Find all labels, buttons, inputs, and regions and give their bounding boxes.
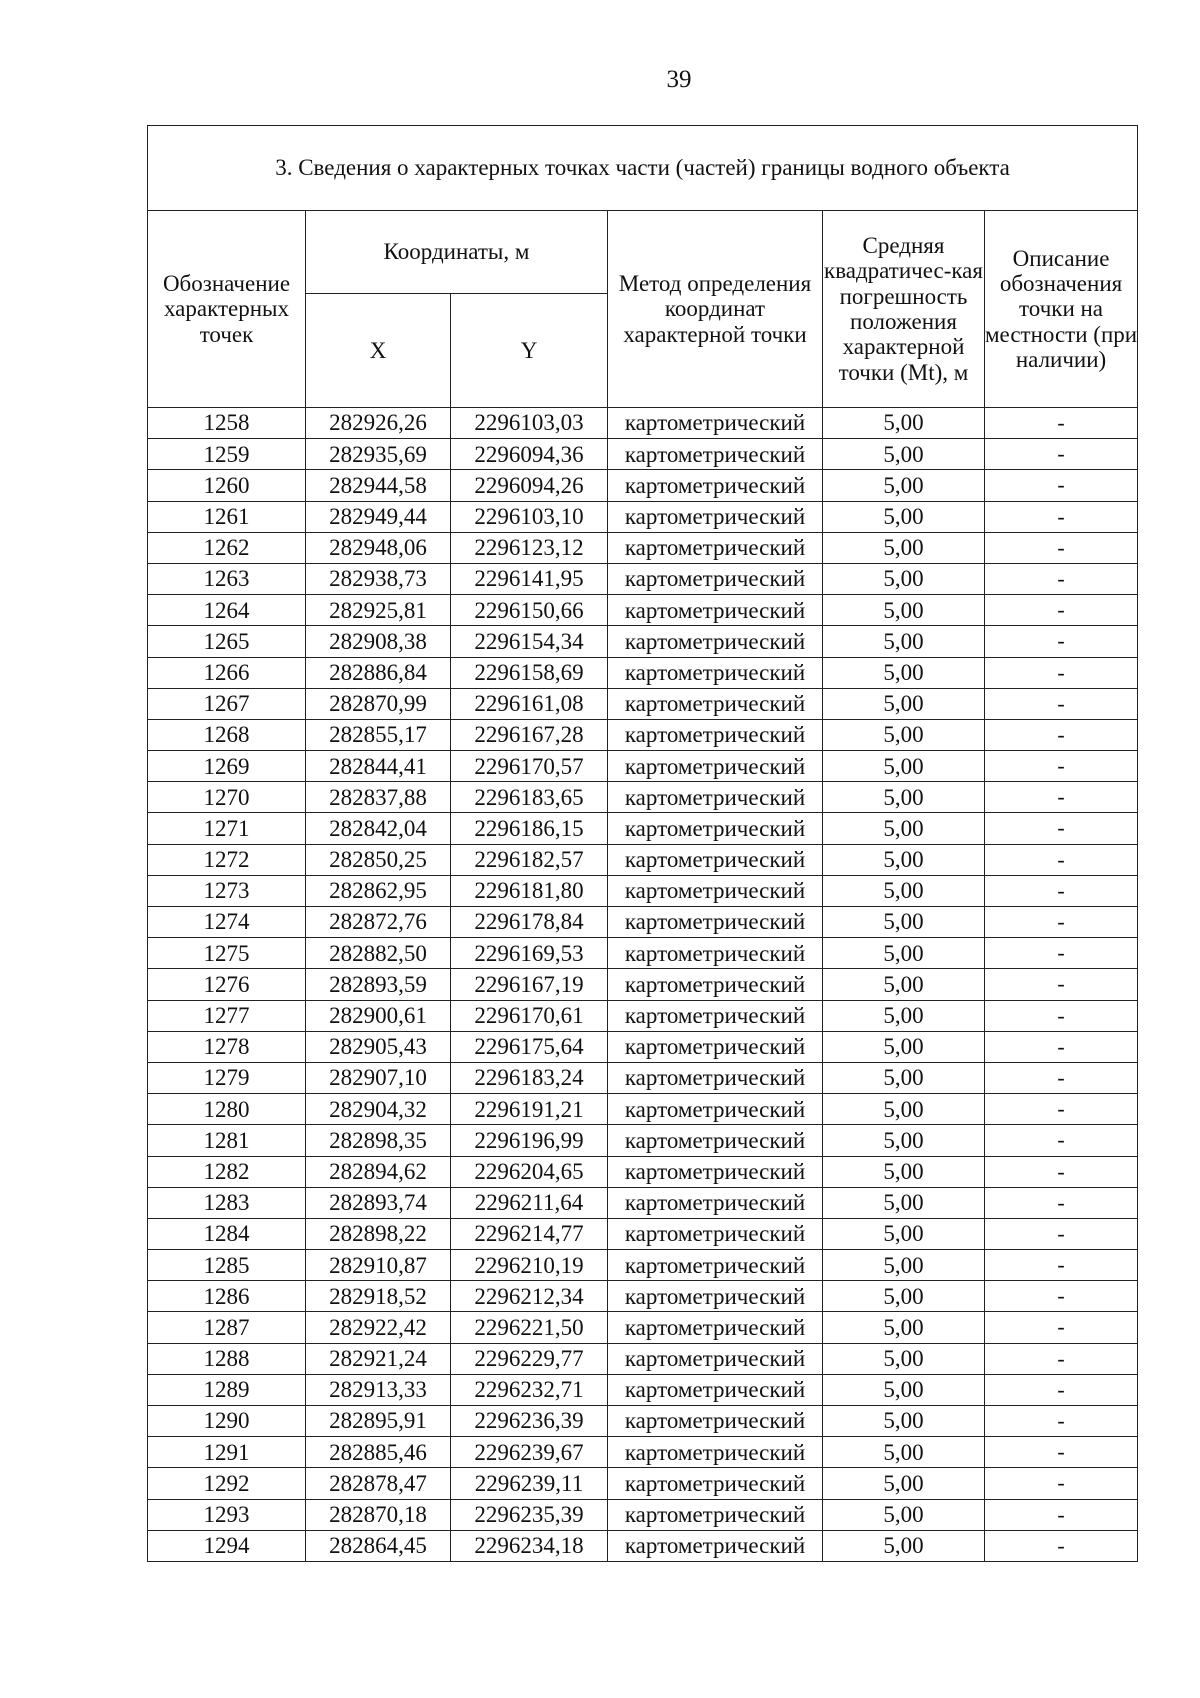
point-cell: 1265 — [148, 626, 306, 657]
table-row — [148, 969, 1138, 1000]
error-cell: 5,00 — [823, 907, 985, 938]
y-cell: 2296103,03 — [451, 408, 608, 439]
table-row — [148, 938, 1138, 969]
y-cell: 2296141,95 — [451, 563, 608, 594]
method-cell: картометрический — [608, 1312, 823, 1343]
error-cell: 5,00 — [823, 1281, 985, 1312]
y-cell: 2296191,21 — [451, 1094, 608, 1125]
y-cell: 2296170,57 — [451, 751, 608, 782]
y-cell: 2296167,19 — [451, 969, 608, 1000]
error-cell: 5,00 — [823, 501, 985, 532]
table-row — [148, 470, 1138, 501]
method-cell: картометрический — [608, 1468, 823, 1499]
method-cell: картометрический — [608, 626, 823, 657]
method-cell: картометрический — [608, 595, 823, 626]
method-cell: картометрический — [608, 1156, 823, 1187]
method-cell: картометрический — [608, 501, 823, 532]
error-cell: 5,00 — [823, 1062, 985, 1093]
description-cell: - — [985, 1343, 1138, 1374]
y-cell: 2296167,28 — [451, 719, 608, 750]
description-cell: - — [985, 1187, 1138, 1218]
y-cell: 2296234,18 — [451, 1530, 608, 1561]
x-cell: 282925,81 — [306, 595, 451, 626]
description-cell: - — [985, 1062, 1138, 1093]
table-row — [148, 1250, 1138, 1281]
x-cell: 282948,06 — [306, 532, 451, 563]
y-cell: 2296183,24 — [451, 1062, 608, 1093]
point-cell: 1282 — [148, 1156, 306, 1187]
table-row — [148, 782, 1138, 813]
method-cell: картометрический — [608, 657, 823, 688]
description-cell: - — [985, 1218, 1138, 1249]
point-cell: 1283 — [148, 1187, 306, 1218]
method-cell: картометрический — [608, 1218, 823, 1249]
x-cell: 282872,76 — [306, 907, 451, 938]
error-cell: 5,00 — [823, 1530, 985, 1561]
x-cell: 282842,04 — [306, 813, 451, 844]
x-cell: 282837,88 — [306, 782, 451, 813]
x-cell: 282918,52 — [306, 1281, 451, 1312]
x-cell: 282885,46 — [306, 1437, 451, 1468]
y-cell: 2296181,80 — [451, 875, 608, 906]
point-cell: 1258 — [148, 408, 306, 439]
table-row — [148, 1218, 1138, 1249]
description-cell: - — [985, 1530, 1138, 1561]
method-cell: картометрический — [608, 1250, 823, 1281]
x-cell: 282895,91 — [306, 1406, 451, 1437]
page-number: 39 — [666, 66, 692, 93]
y-cell: 2296204,65 — [451, 1156, 608, 1187]
method-cell: картометрический — [608, 1343, 823, 1374]
x-cell: 282904,32 — [306, 1094, 451, 1125]
section-title: 3. Сведения о характерных точках части (частей) границы водного объекта — [148, 126, 1138, 211]
description-cell: - — [985, 1437, 1138, 1468]
description-cell: - — [985, 1406, 1138, 1437]
error-cell: 5,00 — [823, 657, 985, 688]
y-cell: 2296239,11 — [451, 1468, 608, 1499]
y-cell: 2296154,34 — [451, 626, 608, 657]
error-cell: 5,00 — [823, 1343, 985, 1374]
error-cell: 5,00 — [823, 1187, 985, 1218]
error-cell: 5,00 — [823, 844, 985, 875]
y-cell: 2296103,10 — [451, 501, 608, 532]
error-cell: 5,00 — [823, 563, 985, 594]
error-cell: 5,00 — [823, 1312, 985, 1343]
table-row — [148, 875, 1138, 906]
point-cell: 1285 — [148, 1250, 306, 1281]
x-cell: 282935,69 — [306, 439, 451, 470]
table-row — [148, 1281, 1138, 1312]
x-cell: 282898,22 — [306, 1218, 451, 1249]
x-cell: 282913,33 — [306, 1374, 451, 1405]
y-cell: 2296094,36 — [451, 439, 608, 470]
description-cell: - — [985, 1374, 1138, 1405]
error-cell: 5,00 — [823, 1000, 985, 1031]
description-cell: - — [985, 782, 1138, 813]
table-row — [148, 1530, 1138, 1561]
method-cell: картометрический — [608, 813, 823, 844]
x-cell: 282893,59 — [306, 969, 451, 1000]
error-cell: 5,00 — [823, 782, 985, 813]
y-cell: 2296182,57 — [451, 844, 608, 875]
method-cell: картометрический — [608, 907, 823, 938]
y-cell: 2296196,99 — [451, 1125, 608, 1156]
point-cell: 1288 — [148, 1343, 306, 1374]
description-cell: - — [985, 1281, 1138, 1312]
x-cell: 282870,18 — [306, 1499, 451, 1530]
table-row — [148, 813, 1138, 844]
error-cell: 5,00 — [823, 1250, 985, 1281]
point-cell: 1272 — [148, 844, 306, 875]
point-cell: 1278 — [148, 1031, 306, 1062]
method-cell: картометрический — [608, 439, 823, 470]
point-cell: 1294 — [148, 1530, 306, 1561]
error-cell: 5,00 — [823, 439, 985, 470]
point-cell: 1266 — [148, 657, 306, 688]
description-cell: - — [985, 751, 1138, 782]
error-cell: 5,00 — [823, 1437, 985, 1468]
error-cell: 5,00 — [823, 1499, 985, 1530]
x-cell: 282886,84 — [306, 657, 451, 688]
table-row — [148, 688, 1138, 719]
header-x: X — [306, 294, 451, 408]
method-cell: картометрический — [608, 1499, 823, 1530]
description-cell: - — [985, 532, 1138, 563]
description-cell: - — [985, 1094, 1138, 1125]
table-body — [148, 408, 1138, 1562]
table-row — [148, 657, 1138, 688]
point-cell: 1280 — [148, 1094, 306, 1125]
x-cell: 282908,38 — [306, 626, 451, 657]
description-cell: - — [985, 657, 1138, 688]
table-row — [148, 1468, 1138, 1499]
table-row — [148, 719, 1138, 750]
error-cell: 5,00 — [823, 719, 985, 750]
x-cell: 282944,58 — [306, 470, 451, 501]
error-cell: 5,00 — [823, 969, 985, 1000]
method-cell: картометрический — [608, 844, 823, 875]
description-cell: - — [985, 875, 1138, 906]
error-cell: 5,00 — [823, 938, 985, 969]
x-cell: 282882,50 — [306, 938, 451, 969]
table-row — [148, 626, 1138, 657]
table-row — [148, 1156, 1138, 1187]
method-cell: картометрический — [608, 969, 823, 1000]
point-cell: 1271 — [148, 813, 306, 844]
table-row — [148, 408, 1138, 439]
point-cell: 1264 — [148, 595, 306, 626]
description-cell: - — [985, 439, 1138, 470]
table-row — [148, 1437, 1138, 1468]
point-cell: 1273 — [148, 875, 306, 906]
header-description: Описание обозначения точки на местности (при наличии) — [985, 211, 1138, 408]
error-cell: 5,00 — [823, 751, 985, 782]
y-cell: 2296239,67 — [451, 1437, 608, 1468]
y-cell: 2296214,77 — [451, 1218, 608, 1249]
description-cell: - — [985, 470, 1138, 501]
table-row — [148, 595, 1138, 626]
point-cell: 1279 — [148, 1062, 306, 1093]
point-cell: 1275 — [148, 938, 306, 969]
point-cell: 1286 — [148, 1281, 306, 1312]
description-cell: - — [985, 907, 1138, 938]
header-y: Y — [451, 294, 608, 408]
x-cell: 282910,87 — [306, 1250, 451, 1281]
point-cell: 1267 — [148, 688, 306, 719]
y-cell: 2296211,64 — [451, 1187, 608, 1218]
point-cell: 1284 — [148, 1218, 306, 1249]
description-cell: - — [985, 719, 1138, 750]
header-coords: Координаты, м — [306, 211, 608, 294]
x-cell: 282855,17 — [306, 719, 451, 750]
table-row — [148, 563, 1138, 594]
method-cell: картометрический — [608, 408, 823, 439]
x-cell: 282900,61 — [306, 1000, 451, 1031]
method-cell: картометрический — [608, 1000, 823, 1031]
x-cell: 282893,74 — [306, 1187, 451, 1218]
description-cell: - — [985, 813, 1138, 844]
x-cell: 282864,45 — [306, 1530, 451, 1561]
error-cell: 5,00 — [823, 532, 985, 563]
table-row — [148, 1000, 1138, 1031]
method-cell: картометрический — [608, 1062, 823, 1093]
boundary-points-table — [147, 125, 1138, 1562]
description-cell: - — [985, 938, 1138, 969]
description-cell: - — [985, 1499, 1138, 1530]
point-cell: 1261 — [148, 501, 306, 532]
description-cell: - — [985, 408, 1138, 439]
description-cell: - — [985, 563, 1138, 594]
table-row — [148, 1499, 1138, 1530]
method-cell: картометрический — [608, 1031, 823, 1062]
method-cell: картометрический — [608, 875, 823, 906]
method-cell: картометрический — [608, 1530, 823, 1561]
method-cell: картометрический — [608, 532, 823, 563]
table-row — [148, 501, 1138, 532]
method-cell: картометрический — [608, 938, 823, 969]
description-cell: - — [985, 1031, 1138, 1062]
y-cell: 2296235,39 — [451, 1499, 608, 1530]
y-cell: 2296158,69 — [451, 657, 608, 688]
x-cell: 282850,25 — [306, 844, 451, 875]
y-cell: 2296161,08 — [451, 688, 608, 719]
y-cell: 2296236,39 — [451, 1406, 608, 1437]
y-cell: 2296229,77 — [451, 1343, 608, 1374]
error-cell: 5,00 — [823, 470, 985, 501]
method-cell: картометрический — [608, 470, 823, 501]
x-cell: 282949,44 — [306, 501, 451, 532]
y-cell: 2296170,61 — [451, 1000, 608, 1031]
x-cell: 282894,62 — [306, 1156, 451, 1187]
description-cell: - — [985, 688, 1138, 719]
table-row — [148, 1031, 1138, 1062]
table-row — [148, 1374, 1138, 1405]
y-cell: 2296178,84 — [451, 907, 608, 938]
description-cell: - — [985, 844, 1138, 875]
x-cell: 282898,35 — [306, 1125, 451, 1156]
table-row — [148, 751, 1138, 782]
point-cell: 1270 — [148, 782, 306, 813]
point-cell: 1290 — [148, 1406, 306, 1437]
method-cell: картометрический — [608, 1437, 823, 1468]
description-cell: - — [985, 969, 1138, 1000]
point-cell: 1291 — [148, 1437, 306, 1468]
error-cell: 5,00 — [823, 688, 985, 719]
description-cell: - — [985, 1156, 1138, 1187]
point-cell: 1260 — [148, 470, 306, 501]
method-cell: картометрический — [608, 751, 823, 782]
table-row — [148, 1062, 1138, 1093]
description-cell: - — [985, 1000, 1138, 1031]
description-cell: - — [985, 1468, 1138, 1499]
description-cell: - — [985, 501, 1138, 532]
header-error: Средняя квадратичес-кая погрешность положения характерной точки (Mt), м — [823, 211, 985, 408]
y-cell: 2296183,65 — [451, 782, 608, 813]
y-cell: 2296175,64 — [451, 1031, 608, 1062]
x-cell: 282844,41 — [306, 751, 451, 782]
point-cell: 1276 — [148, 969, 306, 1000]
error-cell: 5,00 — [823, 1374, 985, 1405]
y-cell: 2296210,19 — [451, 1250, 608, 1281]
method-cell: картометрический — [608, 782, 823, 813]
y-cell: 2296169,53 — [451, 938, 608, 969]
x-cell: 282922,42 — [306, 1312, 451, 1343]
table-row — [148, 1187, 1138, 1218]
error-cell: 5,00 — [823, 1218, 985, 1249]
point-cell: 1269 — [148, 751, 306, 782]
method-cell: картометрический — [608, 688, 823, 719]
point-cell: 1274 — [148, 907, 306, 938]
error-cell: 5,00 — [823, 813, 985, 844]
y-cell: 2296150,66 — [451, 595, 608, 626]
table-row — [148, 1094, 1138, 1125]
x-cell: 282905,43 — [306, 1031, 451, 1062]
header-method: Метод определения координат характерной точки — [608, 211, 823, 408]
method-cell: картометрический — [608, 1125, 823, 1156]
description-cell: - — [985, 626, 1138, 657]
y-cell: 2296186,15 — [451, 813, 608, 844]
table-row — [148, 1343, 1138, 1374]
description-cell: - — [985, 1250, 1138, 1281]
description-cell: - — [985, 595, 1138, 626]
error-cell: 5,00 — [823, 1094, 985, 1125]
point-cell: 1263 — [148, 563, 306, 594]
method-cell: картометрический — [608, 563, 823, 594]
y-cell: 2296221,50 — [451, 1312, 608, 1343]
error-cell: 5,00 — [823, 1156, 985, 1187]
point-cell: 1277 — [148, 1000, 306, 1031]
x-cell: 282921,24 — [306, 1343, 451, 1374]
header-point: Обозначение характерных точек — [148, 211, 306, 408]
table-row — [148, 439, 1138, 470]
y-cell: 2296212,34 — [451, 1281, 608, 1312]
method-cell: картометрический — [608, 1281, 823, 1312]
point-cell: 1268 — [148, 719, 306, 750]
method-cell: картометрический — [608, 1374, 823, 1405]
table-row — [148, 844, 1138, 875]
method-cell: картометрический — [608, 1406, 823, 1437]
table-row — [148, 907, 1138, 938]
error-cell: 5,00 — [823, 875, 985, 906]
y-cell: 2296232,71 — [451, 1374, 608, 1405]
x-cell: 282926,26 — [306, 408, 451, 439]
point-cell: 1289 — [148, 1374, 306, 1405]
error-cell: 5,00 — [823, 1406, 985, 1437]
error-cell: 5,00 — [823, 626, 985, 657]
error-cell: 5,00 — [823, 1125, 985, 1156]
x-cell: 282878,47 — [306, 1468, 451, 1499]
description-cell: - — [985, 1125, 1138, 1156]
table-row — [148, 1406, 1138, 1437]
x-cell: 282862,95 — [306, 875, 451, 906]
y-cell: 2296094,26 — [451, 470, 608, 501]
x-cell: 282907,10 — [306, 1062, 451, 1093]
x-cell: 282870,99 — [306, 688, 451, 719]
point-cell: 1259 — [148, 439, 306, 470]
point-cell: 1262 — [148, 532, 306, 563]
error-cell: 5,00 — [823, 1468, 985, 1499]
point-cell: 1293 — [148, 1499, 306, 1530]
point-cell: 1287 — [148, 1312, 306, 1343]
table-row — [148, 1125, 1138, 1156]
point-cell: 1292 — [148, 1468, 306, 1499]
method-cell: картометрический — [608, 1187, 823, 1218]
description-cell: - — [985, 1312, 1138, 1343]
table-row — [148, 1312, 1138, 1343]
error-cell: 5,00 — [823, 595, 985, 626]
error-cell: 5,00 — [823, 408, 985, 439]
x-cell: 282938,73 — [306, 563, 451, 594]
table-row — [148, 532, 1138, 563]
method-cell: картометрический — [608, 719, 823, 750]
y-cell: 2296123,12 — [451, 532, 608, 563]
error-cell: 5,00 — [823, 1031, 985, 1062]
point-cell: 1281 — [148, 1125, 306, 1156]
method-cell: картометрический — [608, 1094, 823, 1125]
